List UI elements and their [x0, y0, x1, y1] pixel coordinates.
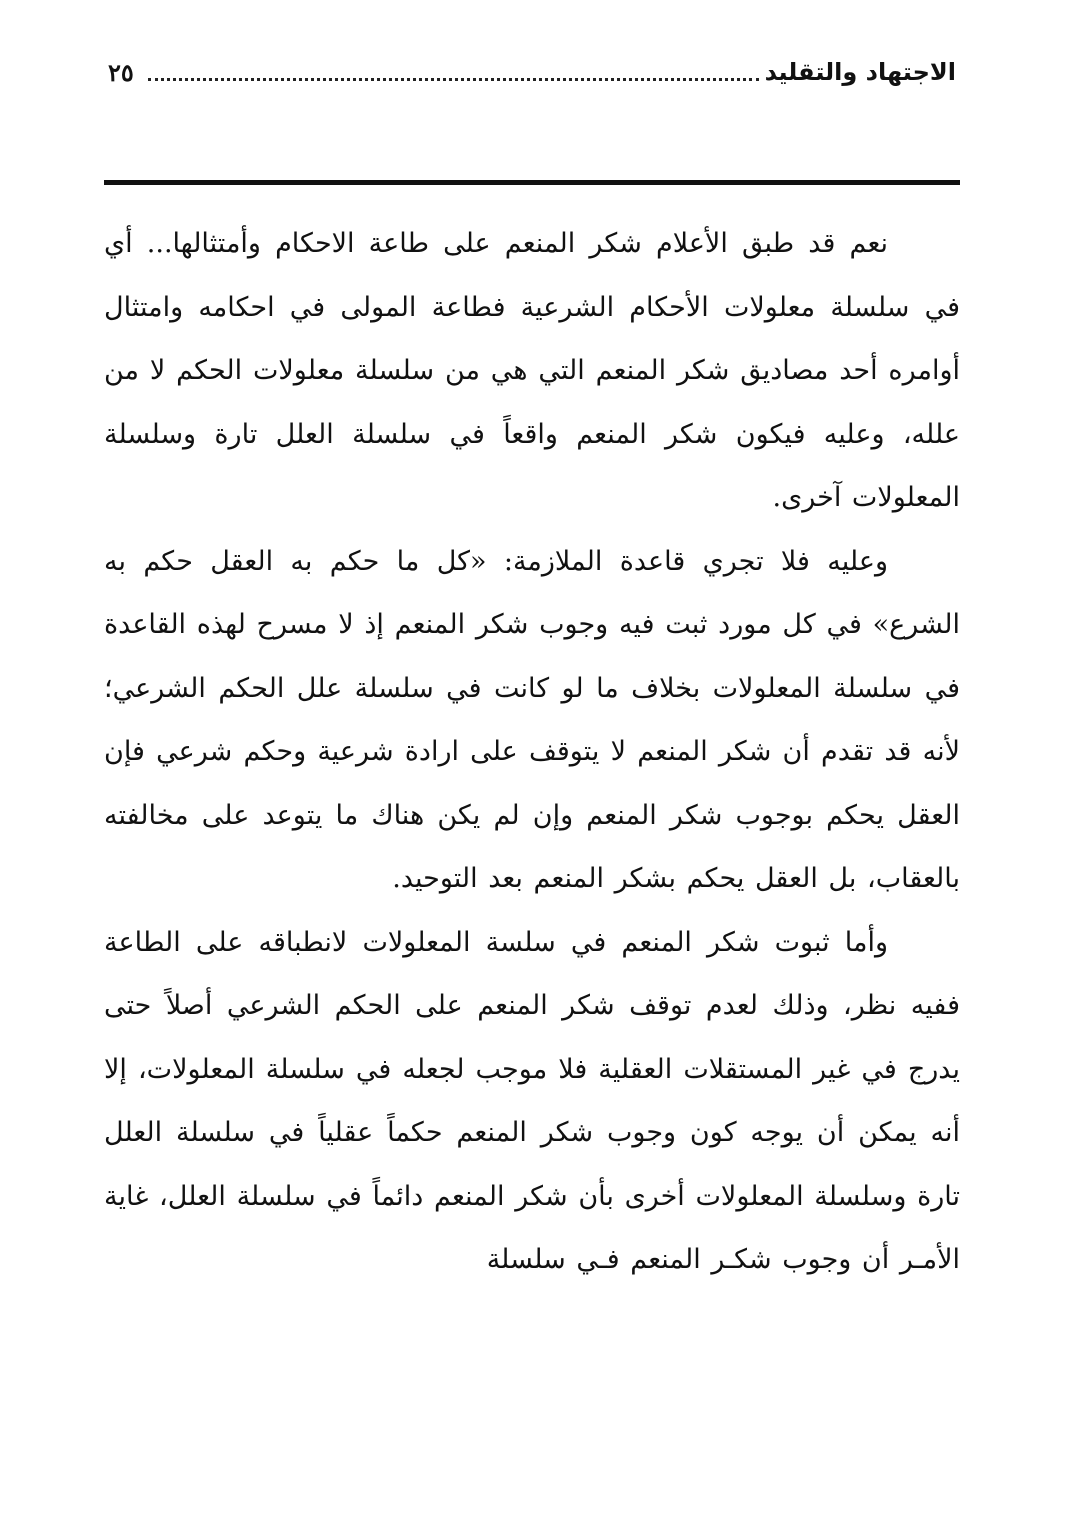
page-number: ٢٥ — [108, 57, 134, 87]
header-divider — [104, 180, 960, 185]
paragraph-2: وعليه فلا تجري قاعدة الملازمة: «كل ما حكم به العقل حكم به الشرع» في كل مورد ثبت فيه وجوب شكر المنعم إذ لا مسرح لهذه القاعدة في سلسلة المعلولات بخلاف ما لو كانت في سلسلة علل الحكم الشرعي؛ لأنه قد تقدم أن شكر المنعم لا يتوقف على ارادة شرعية وحكم شرعي فإن العقل يحكم بوجوب شكر المنعم وإن لم يكن هناك ما يتوعد على مخالفته بالعقاب، بل العقل يحكم بشكر المنعم بعد التوحيد. — [104, 545, 960, 894]
paragraph-1: نعم قد طبق الأعلام شكر المنعم على طاعة الاحكام وأمتثالها... أي في سلسلة معلولات الأحكام الشرعية فطاعة المولى في احكامه وامتثال أوامره أحد مصاديق شكر المنعم التي هي من سلسلة معلولات الحكم لا من علله، وعليه فيكون شكر المنعم واقعاً في سلسلة العلل تارة وسلسلة المعلولات آخرى. — [104, 228, 960, 513]
body-text — [104, 212, 960, 1292]
running-header — [108, 52, 956, 92]
leader-dots — [148, 78, 759, 81]
paragraph-3: وأما ثبوت شكر المنعم في سلسة المعلولات لانطباقه على الطاعة ففيه نظر، وذلك لعدم توقف شكر المنعم على الحكم الشرعي أصلاً حتى يدرج في غير المستقلات العقلية فلا موجب لجعله في سلسلة المعلولات، إلا أنه يمكن أن يوجه كون وجوب شكر المنعم حكماً عقلياً في سلسلة العلل تارة وسلسلة المعلولات أخرى بأن شكر المنعم دائماً في سلسلة العلل، غاية الأمـر أن وجوب شكـر المنعم فـي سلسلة — [104, 926, 960, 1275]
running-header-title: الاجتهاد والتقليد — [764, 58, 956, 86]
